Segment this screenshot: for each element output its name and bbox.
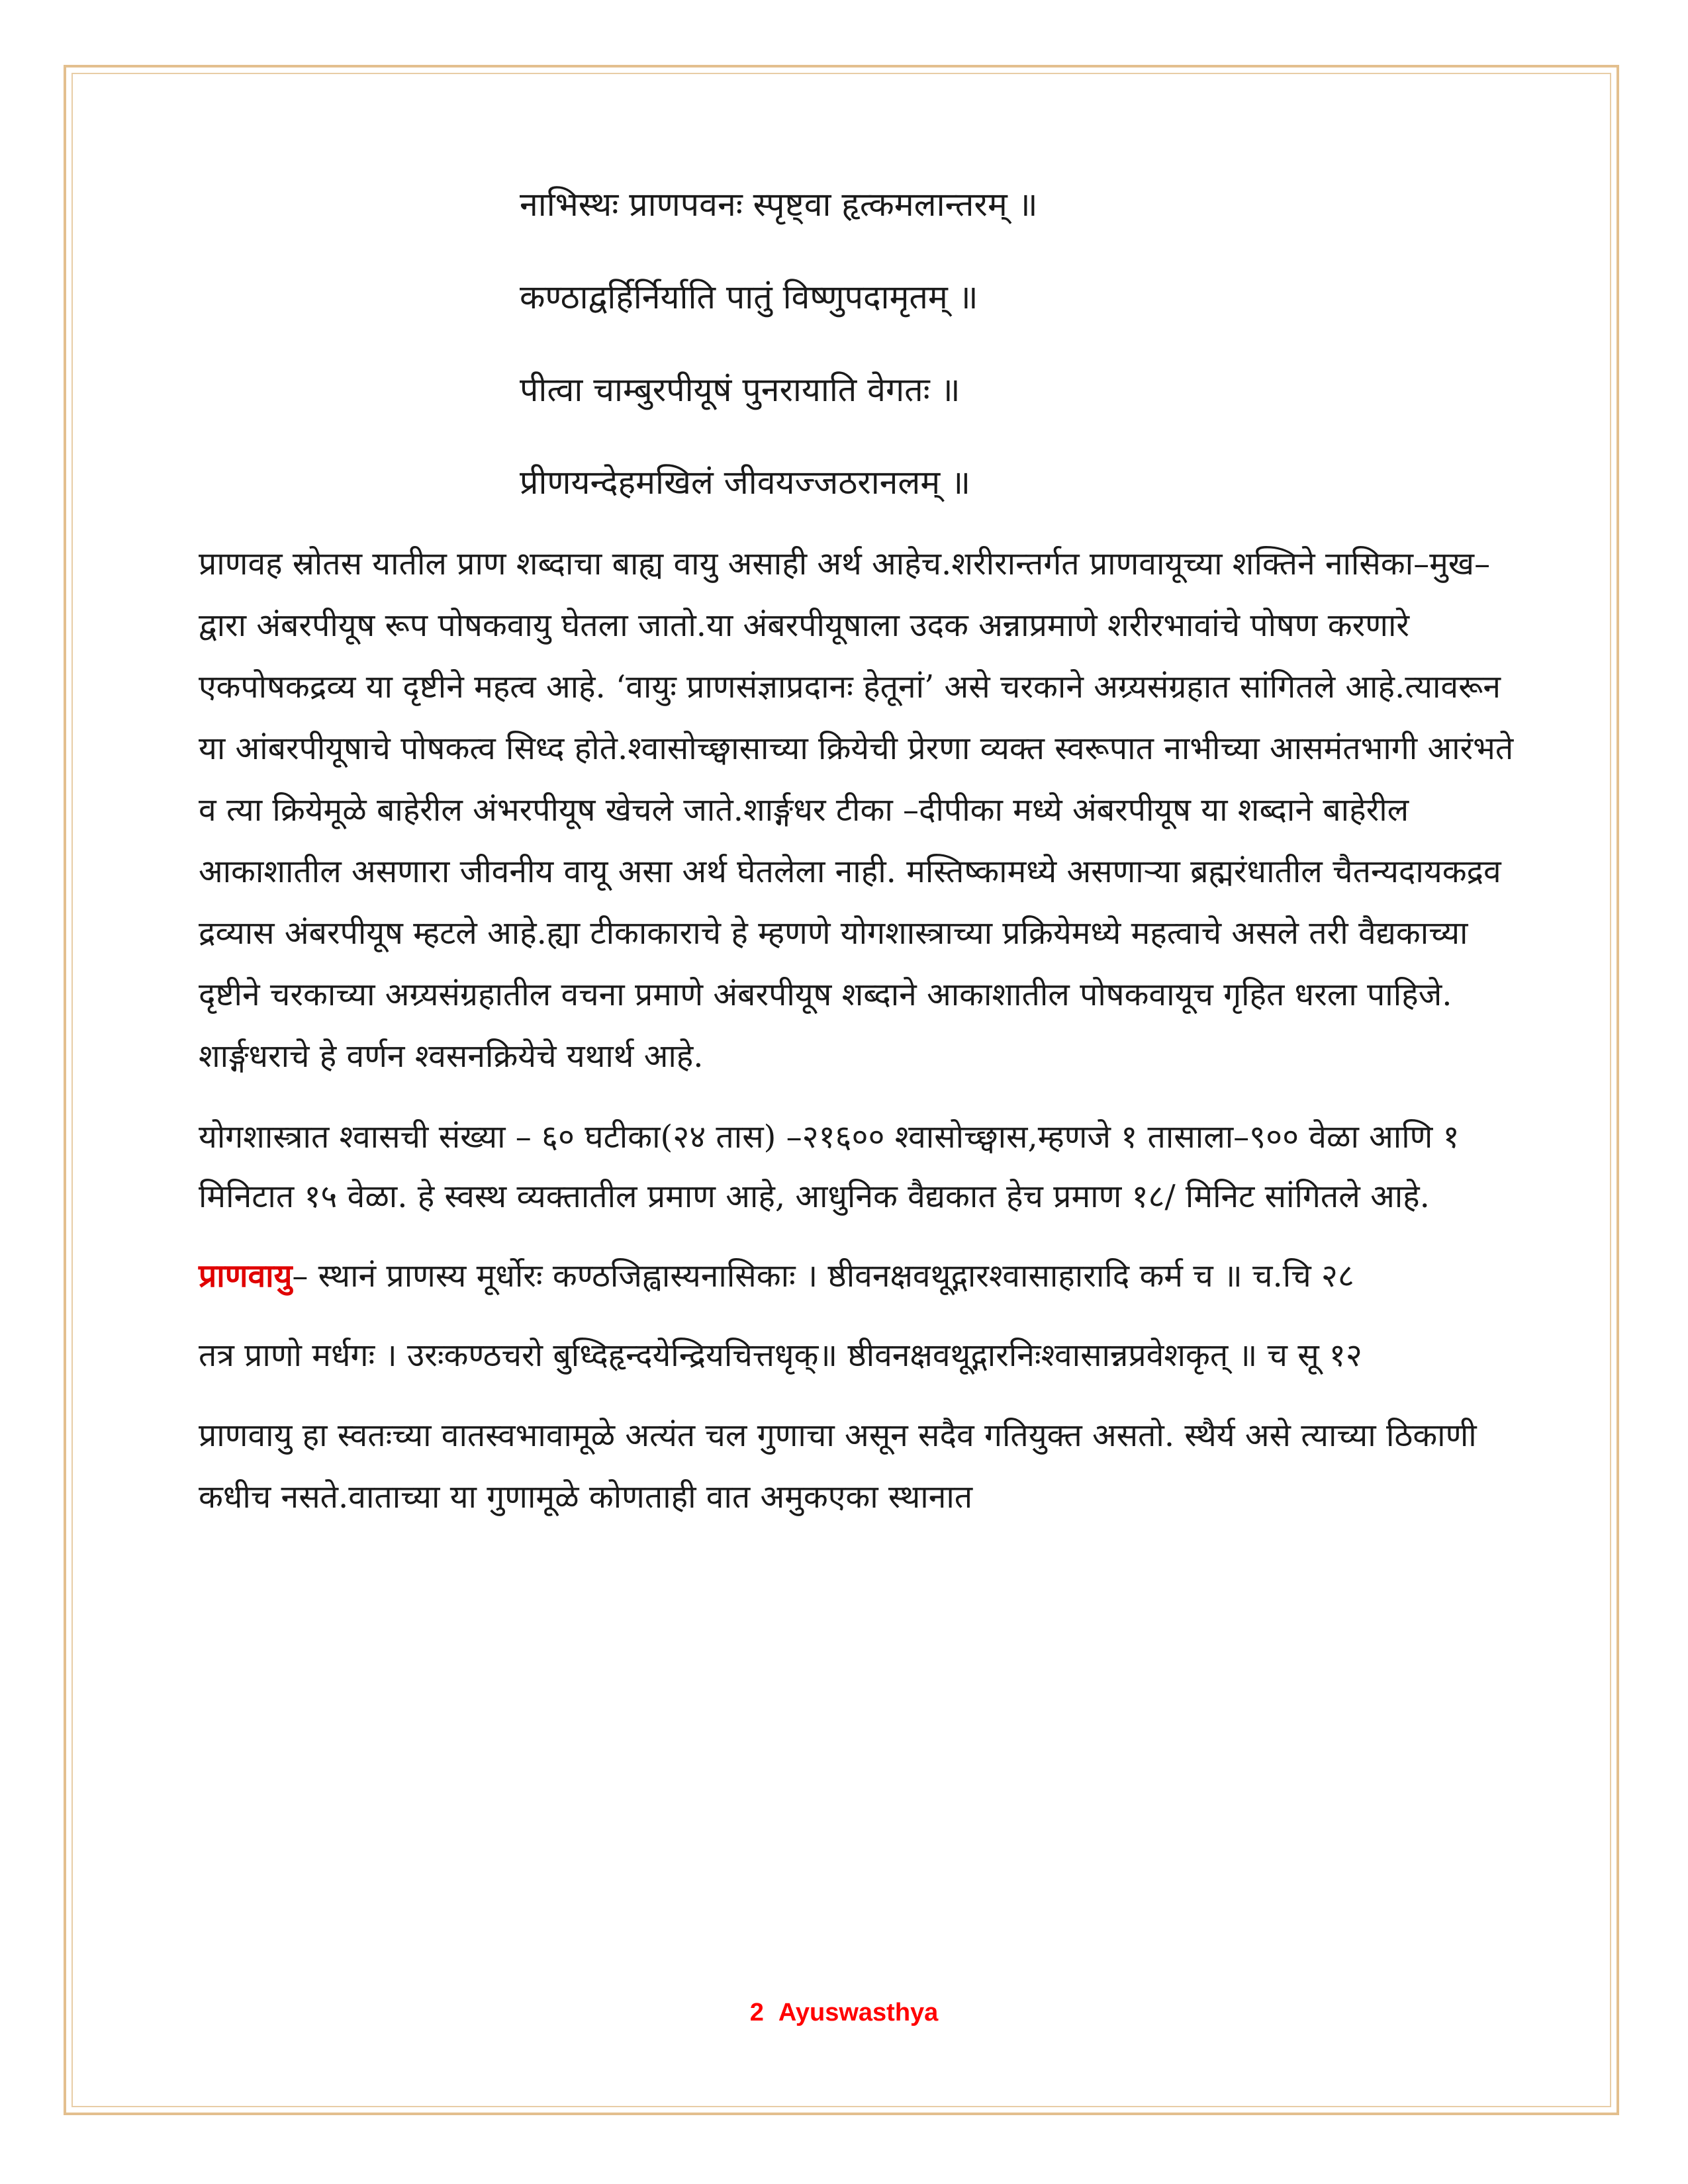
shloka-line-1: नाभिस्थः प्राणपवनः स्पृष्ट्वा हृत्कमलान्तरम् ॥ (520, 185, 1038, 224)
page-content (199, 179, 1516, 1548)
shloka-line-2: कण्ठाद्वर्हिर्निर्याति पातुं विष्णुपदामृतम् ॥ (520, 278, 978, 316)
shloka-line-3: पीत्वा चाम्बुरपीयूषं पुनरायाति वेगतः ॥ (520, 371, 961, 409)
pranavayu-heading: प्राणवायु (199, 1257, 293, 1295)
shloka-line-4: प्रीणयन्देहमखिलं जीवयज्जठरानलम् ॥ (520, 463, 971, 502)
paragraph-charaka-sutra: तत्र प्राणो मर्धगः । उरःकण्ठचरो बुध्दिहृन्दयेन्द्रियचित्तधृक्॥ ष्ठीवनक्षवथूद्गारनिःश्वासान्नप्रवेशकृत् ॥ च सू १२ (199, 1337, 1362, 1374)
page-footer (0, 1999, 1688, 2027)
paragraph-ambarpiyush: प्राणवह स्रोतस यातील प्राण शब्दाचा बाह्य वायु असाही अर्थ आहेच.शरीरान्तर्गत प्राणवायूच्या शक्तिने नासिका–मुख–द्वारा अंबरपीयूष रूप पोषकवायु घेतला जातो.या अंबरपीयूषाला उदक अन्नाप्रमाणे शरीरभावांचे पोषण करणारे एकपोषकद्रव्य या दृष्टीने महत्व आहे. ‘वायुः प्राणसंज्ञाप्रदानः हेतूनां’ असे चरकाने अग्र्यसंग्रहात सांगितले आहे.त्यावरून या आंबरपीयूषाचे पोषकत्व सिध्द होते.श्वासोच्छ्वासाच्या क्रियेची प्रेरणा व्यक्त स्वरूपात नाभीच्या आसमंतभागी आरंभते व त्या क्रियेमूळे बाहेरील अंभरपीयूष खेचले जाते.शार्ङ्गधर टीका –दीपीका मध्ये अंबरपीयूष या शब्दाने बाहेरील आकाशातील असणारा जीवनीय वायू असा अर्थ घेतलेला नाही. मस्तिष्कामध्ये असणाऱ्या ब्रह्मरंधातील चैतन्यदायकद्रव द्रव्यास अंबरपीयूष म्हटले आहे.ह्या टीकाकाराचे हे म्हणणे योगशास्त्राच्या प्रक्रियेमध्ये महत्वाचे असले तरी वैद्यकाच्या दृष्टीने चरकाच्या अग्र्यसंग्रहातील वचना प्रमाणे अंबरपीयूष शब्दाने आकाशातील पोषकवायूच गृहित धरला पाहिजे. शार्ङ्गधराचे हे वर्णन श्वसनक्रियेचे यथार्थ आहे. (199, 545, 1514, 1075)
pranavayu-sthana-text: – स्थानं प्राणस्य मूर्धोरः कण्ठजिह्वास्यनासिकाः । ष्ठीवनक्षवथूद्गारश्वासाहारादि कर्म च ॥ च.चि २८ (292, 1257, 1354, 1295)
footer-title: Ayuswasthya (778, 1999, 939, 2026)
paragraph-breath-count: योगशास्त्रात श्वासची संख्या – ६० घटीका(२४ तास) –२१६०० श्वासोच्छ्वास,म्हणजे १ तासाला–९०० वेळा आणि १ मिनिटात १५ वेळा. हे स्वस्थ व्यक्तातील प्रमाण आहे, आधुनिक वैद्यकात हेच प्रमाण १८/ मिनिट सांगितले आहे. (199, 1118, 1460, 1215)
page-number: 2 (749, 1999, 764, 2026)
paragraph-pranavayu-chala: प्राणवायु हा स्वतःच्या वातस्वभावामूळे अत्यंत चल गुणाचा असून सदैव गतियुक्त असतो. स्थैर्य असे त्याच्या ठिकाणी कधीच नसते.वाताच्या या गुणामूळे कोणताही वात अमुकएका स्थानात (199, 1417, 1477, 1516)
paragraph-pranavayu-sthana (199, 1246, 1516, 1306)
shloka-block (520, 179, 1516, 508)
